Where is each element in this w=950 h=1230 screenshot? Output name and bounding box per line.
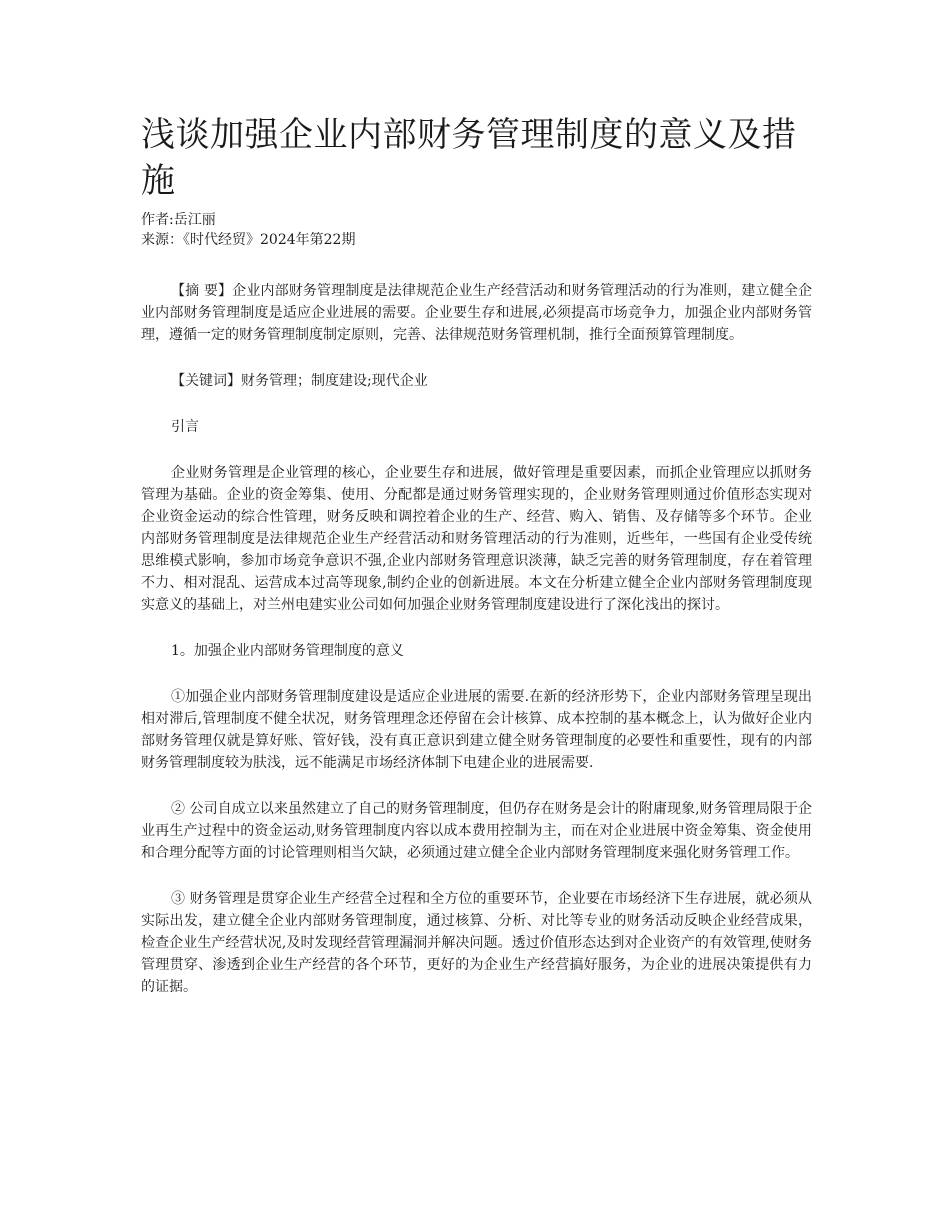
abstract-paragraph: 【摘 要】企业内部财务管理制度是法律规范企业生产经营活动和财务管理活动的行为准则，建立健全企业内部财务管理制度是适应企业进展的需要。企业要生存和进展,必须提高市场竞争力，加强企业内部财务管理，遵循一定的财务管理制度制定原则，完善、法律规范财务管理机制，推行全面预算管理制度。 [141,283,812,343]
point-1-paragraph: ①加强企业内部财务管理制度建设是适应企业进展的需要.在新的经济形势下，企业内部财务管理呈现出相对滞后,管理制度不健全状况，财务管理理念还停留在会计核算、成本控制的基本概念上，认为做好企业内部财务管理仅就是算好账、管好钱，没有真正意识到建立健全财务管理制度的必要性和重要性，现有的内部财务管理制度较为肤浅，远不能满足市场经济体制下电建企业的进展需要. [141,689,812,771]
keywords-paragraph: 【关键词】财务管理；制度建设;现代企业 [171,373,428,389]
point-2-paragraph: ② 公司自成立以来虽然建立了自己的财务管理制度，但仍存在财务是会计的附庸现象,财务管理局限于企业再生产过程中的资金运动,财务管理制度内容以成本费用控制为主，而在对企业进展中资金筹集、资金使用和合理分配等方面的讨论管理则相当欠缺，必须通过建立健全企业内部财务管理制度来强化财务管理工作。 [141,801,812,861]
intro-heading: 引言 [171,419,199,435]
article-source: 来源：《时代经贸》2024年第22期 [141,232,356,248]
section-1-heading: 1。加强企业内部财务管理制度的意义 [171,643,404,659]
article-author: 作者:岳江丽 [141,212,216,228]
point-3-paragraph: ③ 财务管理是贯穿企业生产经营全过程和全方位的重要环节，企业要在市场经济下生存进展，就必须从实际出发，建立健全企业内部财务管理制度，通过核算、分析、对比等专业的财务活动反映企业经营成果，检查企业生产经营状况,及时发现经营管理漏洞并解决问题。透过价值形态达到对企业资产的有效管理,使财务管理贯穿、渗透到企业生产经营的各个环节，更好的为企业生产经营搞好服务，为企业的进展决策提供有力的证据。 [141,891,812,995]
intro-paragraph: 企业财务管理是企业管理的核心，企业要生存和进展，做好管理是重要因素，而抓企业管理应以抓财务管理为基础。企业的资金筹集、使用、分配都是通过财务管理实现的，企业财务管理则通过价值形态实现对企业资金运动的综合性管理，财务反映和调控着企业的生产、经营、购入、销售、及存储等多个环节。企业内部财务管理制度是法律规范企业生产经营活动和财务管理活动的行为准则，近些年，一些国有企业受传统思维模式影响，参加市场竞争意识不强,企业内部财务管理意识淡薄，缺乏完善的财务管理制度，存在着管理不力、相对混乱、运营成本过高等现象,制约企业的创新进展。本文在分析建立健全企业内部财务管理制度现实意义的基础上，对兰州电建实业公司如何加强企业财务管理制度建设进行了深化浅出的探讨。 [141,465,812,613]
article-title: 浅谈加强企业内部财务管理制度的意义及措施 [141,115,797,201]
